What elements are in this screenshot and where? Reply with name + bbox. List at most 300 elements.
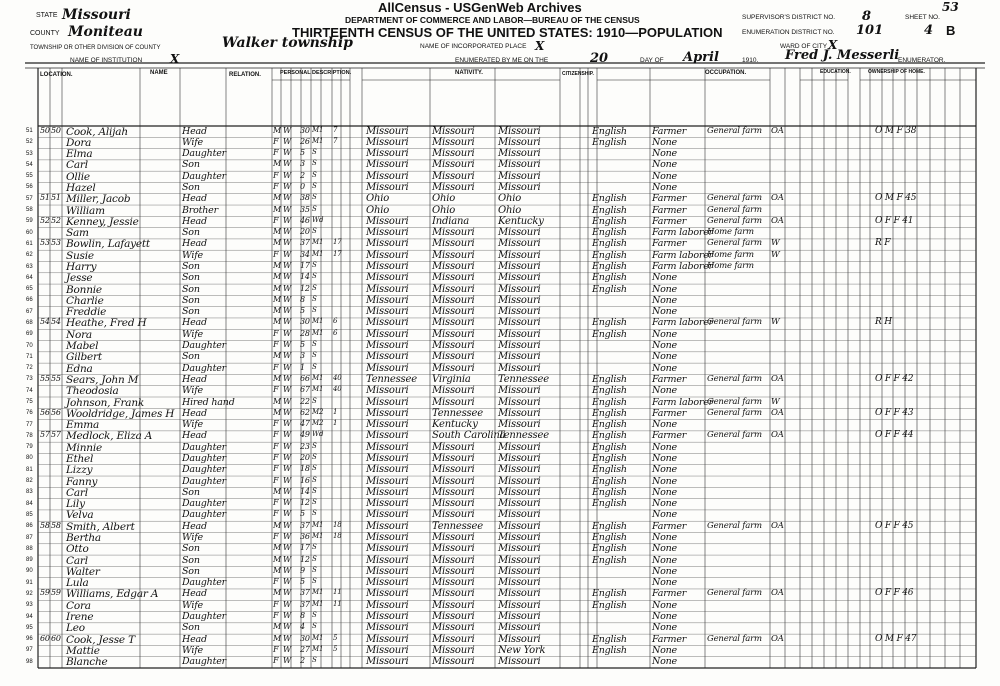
cell-bp: Missouri (366, 351, 409, 363)
cell-bp: Missouri (366, 588, 409, 600)
row-line-number: 69 (26, 331, 33, 338)
cell-rel: Son (182, 351, 200, 363)
cell-bp: Missouri (366, 452, 409, 464)
cell-bpm: Ohio (498, 193, 522, 205)
cell-dw: 54 (40, 317, 50, 327)
cell-rel: Daughter (182, 441, 226, 453)
cell-ind: General farm (707, 204, 762, 215)
row-line-number: 89 (26, 557, 33, 564)
cell-rel: Son (182, 272, 200, 284)
cell-bp: Missouri (366, 509, 409, 521)
cell-name: Emma (66, 419, 100, 432)
cell-bpm: Missouri (498, 577, 541, 589)
cell-age: 37 (300, 588, 310, 598)
cell-yrs: 1 (333, 407, 338, 416)
cell-dw: 50 (40, 125, 50, 135)
cell-rel: Head (182, 317, 207, 329)
row-line-number: 79 (26, 444, 33, 451)
col-nativity: NATIVITY. (455, 70, 483, 76)
cell-bp: Missouri (366, 328, 409, 340)
cell-age: 67 (300, 385, 310, 395)
cell-occ: None (652, 148, 677, 160)
cell-race: W (283, 577, 292, 587)
cell-yrs: 7 (333, 136, 338, 145)
cell-bpf: Missouri (432, 317, 475, 329)
cell-bp: Missouri (366, 611, 409, 623)
cell-cls: OA (771, 193, 784, 204)
cell-ind: General farm (707, 430, 762, 441)
cell-sex: M (273, 272, 281, 282)
cell-sex: F (273, 611, 279, 621)
cell-sex: F (273, 385, 279, 395)
cell-fam: 59 (51, 588, 61, 598)
cell-race: W (283, 283, 292, 293)
cell-ms: M1 (312, 317, 324, 326)
cell-age: 5 (300, 306, 305, 316)
cell-age: 12 (300, 283, 310, 293)
cell-bp: Missouri (366, 486, 409, 498)
cell-occ: None (652, 554, 677, 566)
cell-bp: Missouri (366, 577, 409, 589)
cell-bpf: Missouri (432, 328, 475, 340)
cell-bp: Missouri (366, 430, 409, 442)
cell-rel: Head (182, 125, 207, 137)
cell-sex: M (273, 227, 281, 237)
cell-lang: English (592, 396, 627, 408)
cell-rel: Daughter (182, 498, 226, 510)
cell-race: W (283, 419, 292, 429)
cell-bpm: Missouri (498, 340, 541, 352)
cell-bpf: Missouri (432, 181, 475, 193)
supervisor-value: 8 (862, 9, 872, 24)
cell-race: W (283, 486, 292, 496)
cell-bpf: Missouri (432, 498, 475, 510)
cell-bpf: Missouri (432, 170, 475, 182)
cell-rel: Wife (182, 532, 203, 543)
cell-ind: General farm (707, 317, 762, 328)
cell-lang: English (592, 385, 627, 397)
cell-sex: F (273, 577, 279, 587)
cell-race: W (283, 249, 292, 259)
cell-rel: Daughter (182, 475, 226, 487)
cell-age: 14 (300, 272, 310, 282)
cell-yrs: 17 (333, 249, 342, 258)
township-value: Walker township (222, 35, 353, 51)
cell-sex: M (273, 407, 281, 417)
cell-ms: M2 (312, 419, 324, 428)
cell-bpf: Missouri (432, 238, 475, 250)
cell-occ: Farmer (652, 204, 687, 216)
cell-fam: 54 (51, 317, 61, 327)
cell-age: 18 (300, 464, 310, 474)
cell-name: Leo (66, 622, 85, 635)
cell-lang: English (592, 407, 627, 419)
cell-ms: M1 (312, 520, 324, 529)
cell-race: W (283, 532, 292, 541)
row-line-number: 82 (26, 478, 33, 485)
cell-yrs: 40 (333, 373, 342, 382)
cell-occ: None (652, 486, 677, 498)
cell-sex: F (273, 532, 279, 541)
cell-ms: S (312, 227, 317, 236)
cell-name: Charlie (66, 294, 104, 307)
cell-sex: F (273, 656, 279, 666)
cell-sex: M (273, 125, 281, 135)
cell-sex: M (273, 317, 281, 327)
cell-sex: F (273, 148, 279, 158)
row-line-number: 95 (26, 624, 33, 631)
cell-bpf: Missouri (432, 136, 475, 148)
row-line-number: 67 (26, 308, 33, 315)
cell-sex: M (273, 622, 281, 632)
cell-ms: Wd (312, 215, 324, 224)
cell-name: Lily (66, 498, 85, 511)
cell-age: 8 (300, 611, 305, 621)
cell-age: 17 (300, 261, 310, 270)
cell-age: 3 (300, 351, 305, 361)
cell-yrs: 18 (333, 532, 342, 540)
cell-sex: M (273, 351, 281, 361)
cell-bp: Missouri (366, 317, 409, 329)
cell-bpm: Missouri (498, 407, 541, 419)
cell-race: W (283, 520, 292, 530)
cell-bpf: Missouri (432, 486, 475, 498)
cell-age: 26 (300, 136, 310, 146)
cell-dw: 59 (40, 588, 50, 598)
cell-bp: Missouri (366, 498, 409, 510)
cell-rel: Head (182, 520, 207, 532)
cell-bp: Missouri (366, 136, 409, 148)
cell-age: 5 (300, 509, 305, 519)
cell-occ: None (652, 599, 677, 611)
cell-ms: S (312, 565, 317, 574)
cell-lang: English (592, 441, 627, 453)
cell-occ: None (652, 419, 677, 431)
cell-race: W (283, 227, 292, 237)
row-line-number: 96 (26, 636, 33, 643)
cell-rel: Son (182, 622, 200, 634)
cell-name: Minnie (66, 441, 103, 454)
cell-bpf: Virginia (432, 373, 471, 385)
cell-rel: Head (182, 238, 207, 250)
cell-sex: M (273, 193, 281, 203)
row-line-number: 87 (26, 534, 33, 541)
cell-lang: English (592, 599, 627, 611)
cell-occ: None (652, 170, 677, 182)
cell-rel: Son (182, 261, 200, 272)
cell-bpf: Missouri (432, 148, 475, 160)
cell-race: W (283, 565, 292, 575)
cell-own: O F F 42 (875, 373, 914, 384)
cell-ind: General farm (707, 633, 762, 644)
cell-ind: General farm (707, 125, 762, 136)
cell-bpm: Missouri (498, 136, 541, 148)
cell-rel: Son (182, 554, 200, 566)
cell-ms: S (312, 159, 317, 168)
cell-age: 34 (300, 249, 310, 259)
cell-occ: None (652, 351, 677, 363)
cell-name: Carl (66, 554, 88, 567)
col-education: EDUCATION. (820, 69, 851, 75)
cell-bpf: Missouri (432, 272, 475, 284)
cell-name: Harry (66, 261, 97, 273)
cell-bpm: Missouri (498, 611, 541, 623)
cell-occ: None (652, 622, 677, 634)
cell-cls: W (771, 249, 780, 260)
cell-age: 28 (300, 328, 310, 338)
cell-lang: English (592, 464, 627, 476)
cell-bpf: South Carolina (432, 430, 506, 442)
row-line-number: 58 (26, 207, 33, 214)
cell-ms: S (312, 351, 317, 360)
cell-bp: Missouri (366, 464, 409, 476)
cell-bpf: Missouri (432, 633, 475, 645)
cell-bpf: Ohio (432, 193, 456, 205)
cell-sex: M (273, 554, 281, 564)
cell-bpf: Missouri (432, 125, 475, 137)
cell-own: O F F 45 (875, 520, 914, 531)
cell-own: O M F 38 (875, 125, 917, 136)
cell-name: Miller, Jacob (66, 193, 131, 206)
cell-name: Sam (66, 227, 89, 240)
cell-bpf: Missouri (432, 261, 475, 272)
cell-occ: Farmer (652, 430, 687, 442)
cell-ind: General farm (707, 588, 762, 599)
cell-age: 17 (300, 543, 310, 553)
cell-sex: F (273, 328, 279, 338)
cell-lang: English (592, 238, 627, 250)
cell-sex: M (273, 543, 281, 553)
cell-lang: English (592, 227, 627, 239)
cell-bp: Missouri (366, 407, 409, 419)
row-line-number: 83 (26, 489, 33, 496)
cell-bp: Missouri (366, 283, 409, 295)
cell-race: W (283, 125, 292, 135)
cell-occ: Farm laborer (652, 396, 713, 408)
cell-lang: English (592, 452, 627, 464)
cell-sex: F (273, 170, 279, 180)
cell-bpf: Missouri (432, 306, 475, 318)
cell-age: 66 (300, 373, 310, 383)
cell-cls: OA (771, 588, 784, 599)
cell-bpf: Missouri (432, 532, 475, 543)
cell-age: 20 (300, 227, 310, 237)
cell-ms: S (312, 148, 317, 157)
cell-bpf: Missouri (432, 656, 475, 668)
cell-ind: General farm (707, 215, 762, 226)
cell-name: Johnson, Frank (66, 396, 145, 409)
cell-occ: None (652, 611, 677, 623)
cell-lang: English (592, 373, 627, 385)
cell-occ: None (652, 181, 677, 193)
cell-bpf: Missouri (432, 227, 475, 239)
cell-name: Ollie (66, 170, 90, 183)
cell-dw: 52 (40, 215, 50, 225)
cell-name: Ethel (66, 452, 94, 465)
cell-bpm: Missouri (498, 475, 541, 487)
row-line-number: 98 (26, 658, 33, 665)
cell-age: 49 (300, 430, 310, 440)
cell-bpm: Missouri (498, 464, 541, 476)
cell-bpf: Missouri (432, 611, 475, 623)
cell-own: O F F 41 (875, 215, 914, 226)
cell-name: Sears, John M (66, 373, 139, 386)
cell-bp: Missouri (366, 340, 409, 352)
cell-name: Blanche (66, 656, 108, 669)
cell-race: W (283, 452, 292, 462)
cell-bp: Missouri (366, 633, 409, 645)
cell-rel: Head (182, 430, 207, 442)
row-line-number: 91 (26, 579, 33, 586)
cell-race: W (283, 407, 292, 417)
cell-rel: Daughter (182, 464, 226, 476)
institution-label: NAME OF INSTITUTION (70, 57, 143, 64)
cell-occ: None (652, 306, 677, 318)
cell-ms: S (312, 272, 317, 281)
col-ownership: OWNERSHIP OF HOME. (868, 69, 925, 75)
cell-name: Susie (66, 249, 94, 262)
cell-age: 0 (300, 181, 305, 191)
cell-rel: Wife (182, 599, 203, 611)
cell-rel: Son (182, 227, 200, 239)
cell-fam: 60 (51, 633, 61, 643)
cell-ms: S (312, 283, 317, 292)
cell-age: 20 (300, 452, 310, 462)
cell-rel: Head (182, 215, 207, 227)
cell-lang: English (592, 328, 627, 340)
cell-name: Smith, Albert (66, 520, 135, 533)
cell-rel: Daughter (182, 509, 226, 521)
cell-occ: None (652, 362, 677, 374)
cell-name: Lula (66, 577, 89, 590)
cell-race: W (283, 611, 292, 621)
cell-bpf: Kentucky (432, 419, 478, 431)
cell-bpm: Missouri (498, 170, 541, 182)
cell-age: 5 (300, 340, 305, 350)
cell-sex: M (273, 159, 281, 169)
cell-bpm: Missouri (498, 159, 541, 171)
cell-age: 35 (300, 204, 310, 214)
cell-bpm: Tennessee (498, 373, 549, 385)
cell-occ: None (652, 328, 677, 340)
cell-rel: Wife (182, 328, 203, 340)
cell-bpm: Missouri (498, 543, 541, 555)
cell-name: Freddie (66, 306, 107, 319)
cell-bpm: Missouri (498, 441, 541, 453)
cell-own: O M F 47 (875, 633, 917, 644)
row-line-number: 93 (26, 602, 33, 609)
cell-ms: S (312, 170, 317, 179)
cell-age: 22 (300, 396, 310, 406)
cell-ms: S (312, 294, 317, 303)
cell-name: Otto (66, 543, 89, 556)
cell-dw: 60 (40, 633, 50, 643)
cell-sex: F (273, 464, 279, 474)
cell-occ: None (652, 441, 677, 453)
cell-name: Cook, Alijah (66, 125, 128, 138)
cell-name: Carl (66, 159, 88, 172)
cell-bpm: Missouri (498, 486, 541, 498)
county-value: Moniteau (68, 24, 143, 40)
cell-age: 9 (300, 565, 305, 575)
cell-race: W (283, 599, 292, 609)
cell-bpm: Missouri (498, 498, 541, 510)
corner-number: 53 (942, 0, 959, 14)
cell-age: 62 (300, 407, 310, 417)
cell-name: Walter (66, 565, 100, 578)
row-line-number: 77 (26, 421, 33, 428)
cell-race: W (283, 238, 292, 248)
cell-age: 14 (300, 486, 310, 496)
township-label: TOWNSHIP OR OTHER DIVISION OF COUNTY (30, 45, 161, 51)
cell-lang: English (592, 419, 627, 431)
cell-cls: OA (771, 430, 784, 441)
row-line-number: 86 (26, 523, 33, 530)
cell-bpf: Missouri (432, 385, 475, 397)
cell-bp: Missouri (366, 385, 409, 397)
cell-rel: Son (182, 543, 200, 555)
cell-race: W (283, 385, 292, 395)
cell-dw: 55 (40, 373, 50, 383)
cell-rel: Son (182, 306, 200, 318)
cell-cls: OA (771, 125, 784, 136)
cell-bpm: Missouri (498, 328, 541, 340)
cell-ind: Home farm (707, 249, 754, 260)
cell-race: W (283, 622, 292, 632)
cell-yrs: 1 (333, 419, 338, 428)
cell-bpf: Indiana (432, 215, 469, 227)
cell-sex: F (273, 362, 279, 372)
cell-occ: None (652, 644, 677, 656)
cell-bp: Ohio (366, 204, 390, 216)
cell-yrs: 6 (333, 328, 338, 337)
cell-sex: F (273, 452, 279, 462)
cell-name: Bowlin, Lafayett (66, 238, 150, 251)
row-line-number: 62 (26, 252, 33, 259)
row-line-number: 64 (26, 274, 33, 281)
cell-lang: English (592, 125, 627, 137)
col-relation: RELATION. (229, 72, 261, 78)
cell-bpf: Missouri (432, 475, 475, 487)
cell-age: 12 (300, 554, 310, 564)
cell-occ: Farmer (652, 407, 687, 419)
row-line-number: 97 (26, 647, 33, 654)
cell-ms: S (312, 193, 317, 202)
cell-bpm: Missouri (498, 509, 541, 521)
cell-fam: 50 (51, 125, 61, 135)
cell-bp: Missouri (366, 148, 409, 160)
cell-own: R F (875, 238, 891, 249)
cell-occ: Farmer (652, 215, 687, 227)
cell-bpf: Missouri (432, 159, 475, 171)
cell-occ: None (652, 577, 677, 589)
cell-bp: Missouri (366, 227, 409, 239)
row-line-number: 73 (26, 376, 33, 383)
cell-rel: Wife (182, 419, 203, 431)
cell-occ: None (652, 159, 677, 171)
cell-rel: Head (182, 588, 207, 600)
cell-race: W (283, 215, 292, 225)
cell-race: W (283, 362, 292, 372)
cell-ms: M1 (312, 373, 324, 382)
cell-sex: M (273, 238, 281, 248)
cell-ms: M1 (312, 532, 324, 540)
row-line-number: 65 (26, 286, 33, 293)
cell-bp: Missouri (366, 396, 409, 408)
cell-bp: Missouri (366, 215, 409, 227)
cell-race: W (283, 272, 292, 282)
cell-race: W (283, 204, 292, 214)
